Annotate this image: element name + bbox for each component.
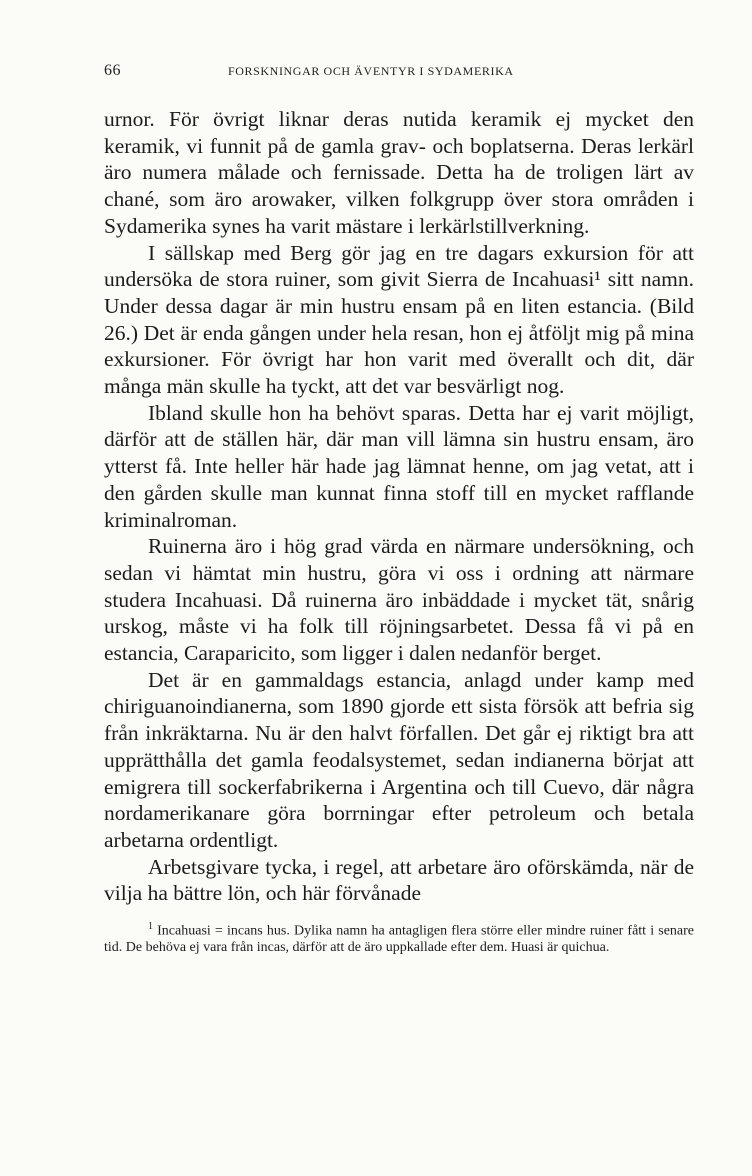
paragraph-1: urnor. För övrigt liknar deras nutida keramik ej mycket den keramik, vi funnit på de gamla grav- och boplatserna. Deras lerkärl äro numera målade och fernissade. Detta ha de troligen lärt av chané, som äro arowaker, vilken folkgrupp över stora områden i Sydamerika synes ha varit mästare i lerkärlstillverkning.	[104, 107, 694, 238]
footnote	[104, 919, 694, 956]
footnote-marker: 1	[148, 921, 153, 933]
paragraph-2: I sällskap med Berg gör jag en tre dagars exkursion för att undersöka de stora ruiner, som givit Sierra de Incahuasi¹ sitt namn. Under dessa dagar är min hustru ensam på en liten estancia. (Bild 26.) Det är enda gången under hela resan, hon ej åtföljt mig på mina exkursioner. För övrigt har hon varit med överallt och dit, där många män skulle ha tyckt, att det var besvärligt nog.	[104, 240, 694, 399]
running-head	[104, 62, 694, 90]
paragraph-4: Ruinerna äro i hög grad värda en närmare undersökning, och sedan vi hämtat min hustru, göra vi oss i ordning att närmare studera Incahuasi. Då ruinerna äro inbäddade i mycket tät, snårig urskog, måste vi ha folk till röjningsarbetet. Dessa få vi på en estancia, Caraparicito, som ligger i dalen nedanför berget.	[104, 534, 694, 666]
paragraph-6: Arbetsgivare tycka, i regel, att arbetare äro oförskämda, när de vilja ha bättre lön, och här förvånade	[104, 854, 694, 906]
running-title: FORSKNINGAR OCH ÄVENTYR I SYDAMERIKA	[228, 64, 514, 78]
footnote-text: Incahuasi = incans hus. Dylika namn ha antagligen flera större eller mindre ruiner fått i senare tid. De behöva ej vara från incas, därför att de äro uppkallade efter dem. Huasi är quichua.	[104, 923, 694, 955]
paragraph-5: Det är en gammaldags estancia, anlagd under kamp med chiriguanoindianerna, som 1890 gjorde ett sista försök att befria sig från inkräktarna. Nu är den halvt förfallen. Det går ej riktigt bra att upprätthålla det gamla feodalsystemet, sedan indianerna börjat att emigrera till sockerfabrikerna i Argentina och till Cuevo, där några nordamerikanare göra borrningar efter petroleum och betala arbetarna ordentligt.	[104, 667, 694, 852]
body-text	[104, 106, 694, 907]
page-number: 66	[104, 62, 121, 79]
paragraph-3: Ibland skulle hon ha behövt sparas. Detta har ej varit möjligt, därför att de ställen här, där man vill lämna sin hustru ensam, äro ytterst få. Inte heller här hade jag lämnat henne, om jag vetat, att i den gården skulle man kunnat finna stoff till en mycket rafflande kriminalroman.	[104, 400, 694, 532]
